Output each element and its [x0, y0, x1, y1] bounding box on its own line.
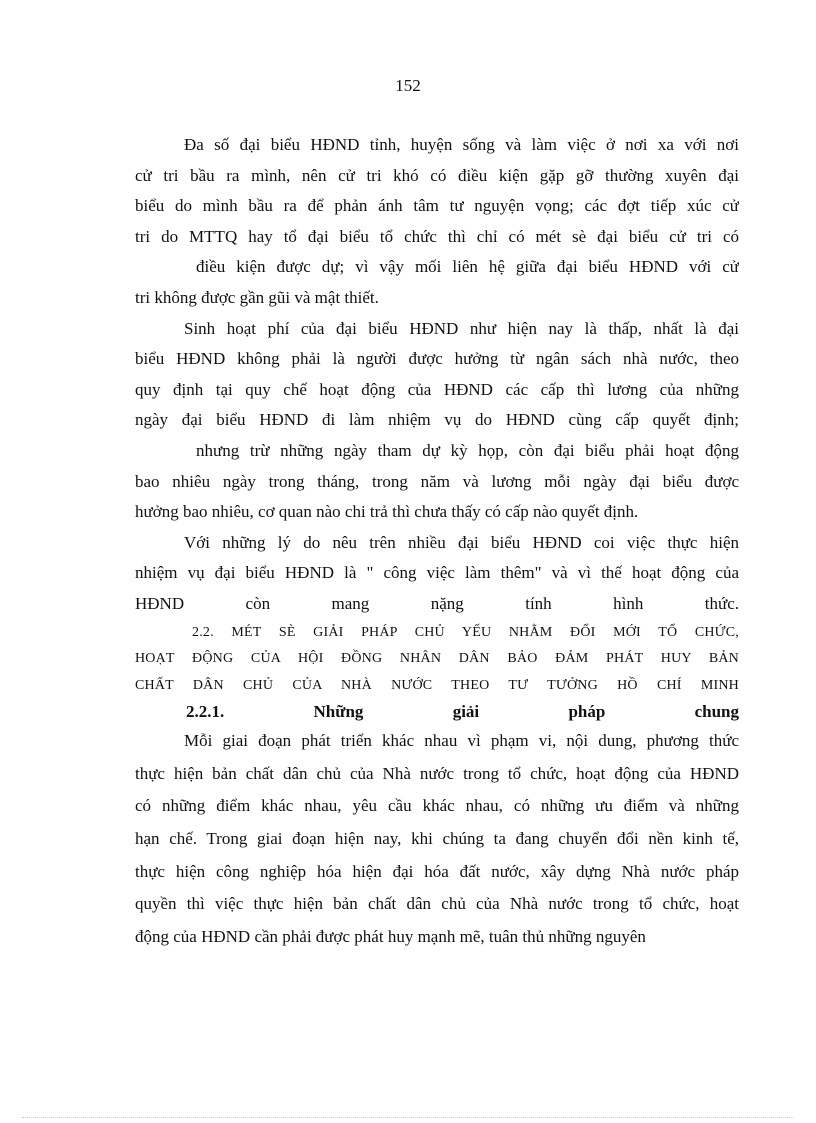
paragraph-3	[135, 528, 739, 620]
text-line: cử tri bầu ra mình, nên cử tri khó có điều kiện gặp gỡ thường xuyên đại	[135, 165, 739, 185]
page-bottom-divider	[22, 1117, 794, 1118]
text-line: nhiệm vụ đại biểu HĐND là " công việc làm thêm" và vì thế hoạt động của	[135, 563, 739, 583]
text-line: Đa số đại biểu HĐND tỉnh, huyện sống và làm việc ở nơi xa với nơi	[184, 135, 739, 154]
section-heading-line: 2.2. MÉT SÈ GIẢI PHÁP CHỦ YẾU NHẰM ĐỔI MỚI TỔ CHỨC,	[192, 624, 739, 640]
section-heading-line: CHẤT DÂN CHỦ CỦA NHÀ NƯỚC THEO TƯ TƯỞNG HỒ CHÍ MINH	[135, 677, 739, 693]
text-line: thực hiện bản chất dân chủ của Nhà nước trong tổ chức, hoạt động của HĐND	[135, 763, 739, 783]
subsection-heading: 2.2.1. Những giải pháp chung	[186, 702, 739, 722]
text-line: tri do MTTQ hay tổ đại biểu tổ chức thì chỉ có mét sè đại biểu cử tri có	[135, 226, 739, 246]
text-line: quy định tại quy chế hoạt động của HĐND các cấp thì lương của những	[135, 379, 739, 399]
paragraph-2	[135, 314, 739, 528]
text-line: biểu HĐND không phải là người được hưởng từ ngân sách nhà nước, theo	[135, 349, 739, 369]
text-line: ngày đại biểu HĐND đi làm nhiệm vụ do HĐND cùng cấp quyết định;	[135, 410, 739, 430]
text-line: điều kiện được dự; vì vậy mối liên hệ giữa đại biểu HĐND với cử	[196, 257, 739, 277]
text-line: có những điểm khác nhau, yêu cầu khác nhau, có những ưu điểm và những	[135, 796, 739, 816]
text-line: Mỗi giai đoạn phát triển khác nhau vì phạm vi, nội dung, phương thức	[184, 731, 739, 751]
page-number: 152	[395, 76, 421, 95]
document-body	[135, 130, 739, 953]
paragraph-1	[135, 130, 739, 314]
section-heading	[135, 620, 739, 700]
paragraph-4	[135, 725, 739, 953]
text-line: quyền thì việc thực hiện bản chất dân chủ của Nhà nước trong tổ chức, hoạt	[135, 894, 739, 914]
text-line: tri không được gần gũi và mật thiết.	[135, 287, 379, 307]
text-line: hưởng bao nhiêu, cơ quan nào chi trả thì chưa thấy có cấp nào quyết định.	[135, 502, 639, 522]
text-line: Sinh hoạt phí của đại biểu HĐND như hiện nay là thấp, nhất là đại	[184, 318, 739, 338]
text-line: hạn chế. Trong giai đoạn hiện nay, khi chúng ta đang chuyển đổi nền kinh tế,	[135, 829, 739, 849]
text-line: HĐND còn mang nặng tính hình thức.	[135, 593, 739, 613]
text-line: thực hiện công nghiệp hóa hiện đại hóa đất nước, xây dựng Nhà nước pháp	[135, 861, 739, 881]
text-line: Với những lý do nêu trên nhiều đại biểu HĐND coi việc thực hiện	[184, 532, 739, 552]
text-line: nhưng trừ những ngày tham dự kỳ họp, còn đại biểu phải hoạt động	[196, 440, 739, 460]
section-heading-line: HOẠT ĐỘNG CỦA HỘI ĐỒNG NHÂN DÂN BẢO ĐẢM PHÁT HUY BẢN	[135, 651, 739, 667]
text-line: bao nhiêu ngày trong tháng, trong năm và lương mỗi ngày đại biểu được	[135, 471, 739, 491]
text-line: động của HĐND cần phải được phát huy mạnh mẽ, tuân thủ những nguyên	[135, 926, 646, 946]
text-line: biểu do mình bầu ra để phản ánh tâm tư nguyện vọng; các đợt tiếp xúc cử	[135, 196, 739, 216]
